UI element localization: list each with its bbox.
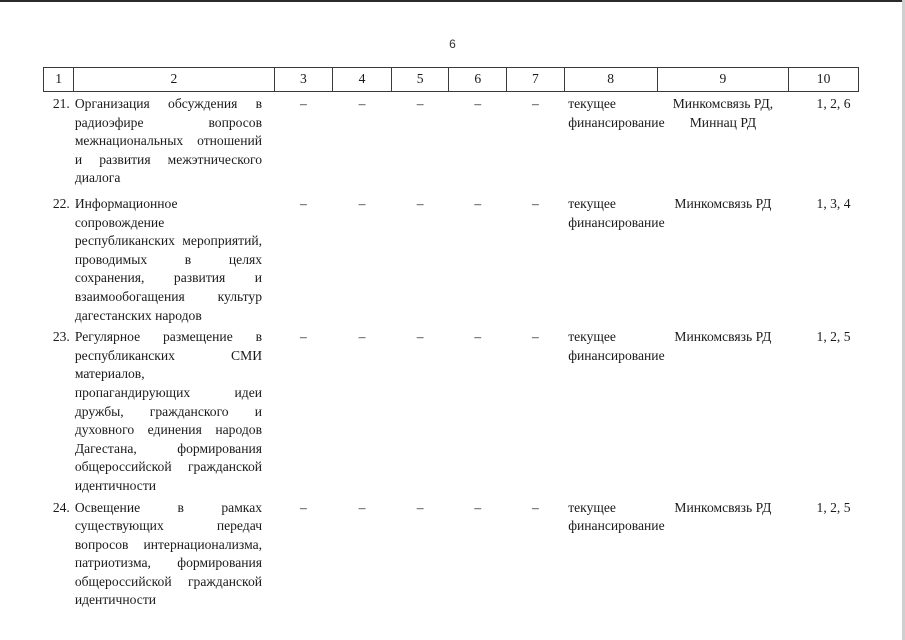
funding-cell: – <box>416 196 424 211</box>
funding-cell: – <box>416 96 424 111</box>
funding-cell: – <box>531 196 539 211</box>
column-header: 1 <box>44 68 74 92</box>
responsible-party: Минкомсвязь РД, Миннац РД <box>672 96 774 130</box>
funding-cell: – <box>474 329 482 345</box>
column-header: 5 <box>391 68 449 92</box>
target-refs: 1, 2, 5 <box>816 499 851 515</box>
target-refs: 1, 3, 4 <box>816 196 851 211</box>
funding-cell: – <box>358 196 366 211</box>
funding-cell: – <box>474 196 482 211</box>
funding-cell: – <box>416 329 424 345</box>
funding-cell: – <box>531 96 539 111</box>
activity-description: Регулярное размещение в республиканских СМИ материалов, пропагандирующих идеи дружбы, гражданского и духовного единения народов Дагестана, формирования общероссийской гражданской идентичности <box>74 329 263 493</box>
table-row <box>44 325 859 495</box>
funding-cell: – <box>299 196 307 211</box>
financing-source: текущее финансирование <box>568 196 665 230</box>
funding-cell: – <box>299 329 307 345</box>
funding-cell: – <box>531 499 539 515</box>
activity-description: Информационное сопровождение республиканских мероприятий, проводимых в целях сохранения, развития и взаимообогащения культур дагестанских народов <box>74 196 263 323</box>
responsible-party: Минкомсвязь РД <box>674 329 772 345</box>
table-header-row <box>44 68 859 92</box>
responsible-party: Минкомсвязь РД <box>674 499 772 515</box>
column-header: 3 <box>274 68 333 92</box>
program-table <box>43 67 859 610</box>
column-header: 9 <box>657 68 788 92</box>
column-header: 6 <box>449 68 507 92</box>
funding-cell: – <box>531 329 539 345</box>
target-refs: 1, 2, 5 <box>816 329 851 345</box>
row-number: 22. <box>52 196 70 211</box>
column-header: 10 <box>789 68 859 92</box>
funding-cell: – <box>358 329 366 345</box>
column-header: 2 <box>74 68 274 92</box>
financing-source: текущее финансирование <box>568 96 665 130</box>
funding-cell: – <box>474 499 482 515</box>
responsible-party: Минкомсвязь РД <box>674 196 772 211</box>
funding-cell: – <box>474 96 482 111</box>
row-number: 21. <box>52 96 70 111</box>
activity-description: Организация обсуждения в радиоэфире вопросов межнациональных отношений и развития межэтнического диалога <box>74 96 263 186</box>
row-number: 23. <box>52 329 70 345</box>
funding-cell: – <box>358 499 366 515</box>
funding-cell: – <box>299 499 307 515</box>
column-header: 4 <box>333 68 392 92</box>
column-header: 7 <box>507 68 565 92</box>
table-row <box>44 496 859 611</box>
financing-source: текущее финансирование <box>568 329 665 363</box>
financing-source: текущее финансирование <box>568 499 665 534</box>
column-header: 8 <box>564 68 657 92</box>
funding-cell: – <box>416 499 424 515</box>
table-row <box>44 192 859 325</box>
activity-description: Освещение в рамках существующих передач вопросов интернационализма, патриотизма, формирования общероссийской гражданской идентичности <box>74 499 263 608</box>
table-row <box>44 92 859 193</box>
funding-cell: – <box>358 96 366 111</box>
funding-cell: – <box>299 96 307 111</box>
target-refs: 1, 2, 6 <box>816 96 851 111</box>
page-number: 6 <box>449 37 456 51</box>
page-top-edge <box>0 0 905 2</box>
row-number: 24. <box>52 499 70 515</box>
